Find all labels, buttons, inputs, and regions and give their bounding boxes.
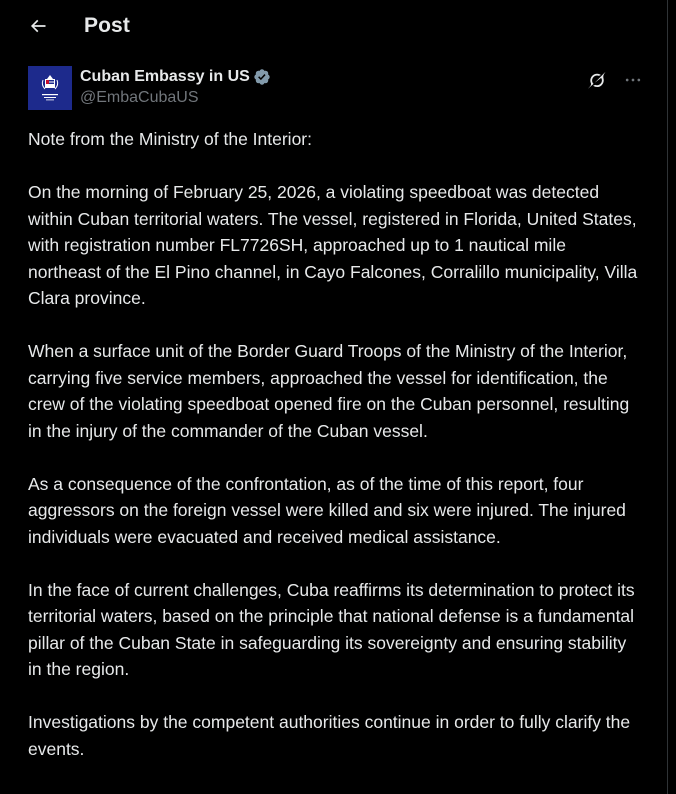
- grok-button[interactable]: [583, 66, 611, 94]
- author-names: [80, 66, 271, 108]
- more-button[interactable]: [619, 66, 647, 94]
- post-paragraph: As a consequence of the confrontation, as of the time of this report, four aggressors on the foreign vessel were killed and six were injured. The injured individuals were evacuated and received medical assistance.: [28, 473, 626, 547]
- post-author: [0, 52, 667, 116]
- verified-badge-icon[interactable]: [253, 68, 271, 86]
- embassy-logo-icon: [32, 70, 68, 106]
- author-display-name[interactable]: Cuban Embassy in US: [80, 68, 250, 85]
- post-paragraph: Investigations by the competent authorities continue in order to fully clarify the events.: [28, 712, 631, 759]
- avatar[interactable]: [28, 66, 72, 110]
- post-paragraph: In the face of current challenges, Cuba reaffirms its determination to protect its territorial waters, based on the principle that national defense is a fundamental pillar of the Cuban State in safeguarding its sovereignty and ensuring stability in the region.: [28, 579, 635, 679]
- arrow-left-icon: [28, 16, 48, 36]
- back-button[interactable]: [20, 8, 56, 44]
- post-paragraph: When a surface unit of the Border Guard Troops of the Ministry of the Interior, carrying five service members, approached the vessel for identification, the crew of the violating speedboat opened fire on the Cuban personnel, resulting in the injury of the commander of the Cuban vessel.: [28, 341, 630, 441]
- post-paragraph: Note from the Ministry of the Interior:: [28, 129, 312, 149]
- page-title: Post: [84, 14, 130, 37]
- more-dots-icon: [623, 70, 643, 90]
- display-name-row: [80, 66, 271, 87]
- author-handle[interactable]: @EmbaCubaUS: [80, 89, 199, 106]
- grok-icon: [587, 70, 607, 90]
- top-bar: [0, 0, 667, 52]
- post-actions: [583, 66, 647, 94]
- post-text: [0, 126, 667, 762]
- post-paragraph: On the morning of February 25, 2026, a violating speedboat was detected within Cuban territorial waters. The vessel, registered in Florida, United States, with registration number FL7726SH, approached up to 1 nautical mile northeast of the El Pino channel, in Cayo Falcones, Corralillo municipality, Villa Clara province.: [28, 182, 638, 308]
